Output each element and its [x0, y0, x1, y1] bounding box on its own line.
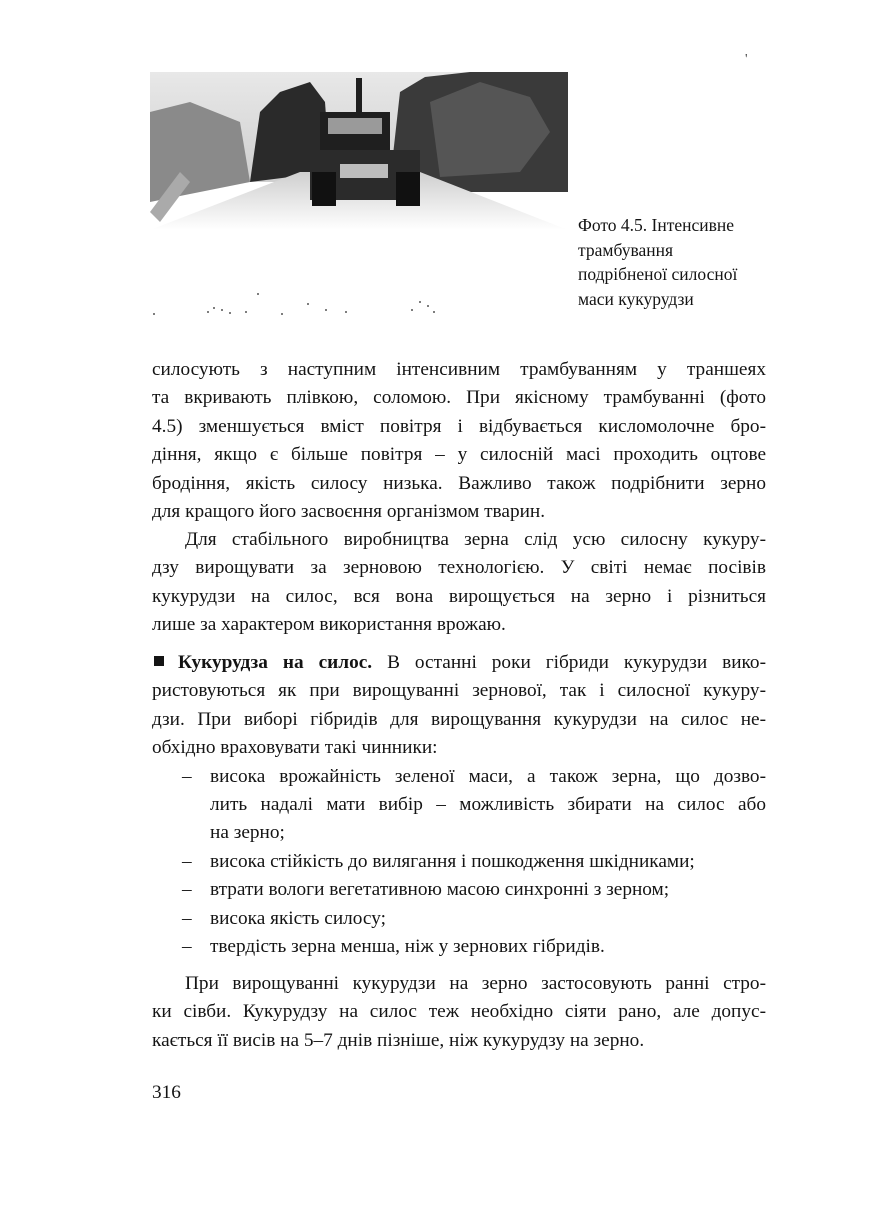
photo-tractor	[150, 72, 568, 230]
text-line: обхідно враховувати такі чинники:	[152, 737, 438, 759]
text-fragment: В останні роки гібриди кукурудзи вико-	[372, 652, 766, 673]
text-line: дзу вирощувати за зерновою технологією. У світі немає посівів	[152, 557, 766, 579]
list-item-text: твердість зерна менша, ніж у зернових гібридів.	[210, 936, 605, 958]
list-item	[152, 905, 766, 933]
text-line: лише за характером використання врожаю.	[152, 614, 506, 636]
list-item	[152, 876, 766, 904]
text-line: силосують з наступним інтенсивним трамбуванням у траншеях	[152, 359, 766, 380]
text-line: бродіння, якість силосу низька. Важливо також подрібнити зерно	[152, 472, 766, 494]
list-item	[152, 848, 766, 876]
dash-icon: –	[182, 765, 192, 787]
page-number: 316	[152, 1082, 181, 1103]
section-first-line	[152, 649, 766, 677]
photo-tractor-image	[150, 72, 568, 230]
text-line: та вкривають плівкою, соломою. При якісному трамбуванні (фото	[152, 387, 766, 409]
paragraph-3	[152, 970, 766, 1055]
text-line: ристовуються як при вирощуванні зернової, так і силосної кукуру-	[152, 680, 766, 702]
section-heading: Кукурудза на силос.	[178, 652, 373, 673]
list-item-continuation: на зерно;	[210, 822, 285, 844]
list-item-text: висока врожайність зеленої маси, а також зерна, що дозво-	[210, 765, 766, 787]
caption-line: подрібненої силосної	[578, 264, 738, 284]
dash-icon: –	[182, 879, 192, 901]
text-line: При вирощуванні кукурудзи на зерно застосовують ранні стро-	[185, 973, 766, 994]
caption-line: маси кукурудзи	[578, 288, 694, 309]
text-line: для кращого його засвоєння організмом тварин.	[152, 501, 546, 523]
list-item	[152, 763, 766, 791]
list-item-text: висока стійкість до вилягання і пошкодження шкідниками;	[210, 850, 695, 872]
text-line: дзи. При виборі гібридів для вирощування кукурудзи на силос не-	[152, 708, 766, 730]
dash-icon: –	[182, 936, 192, 958]
text-line: кається її висів на 5–7 днів пізніше, ніж кукурудзу на зерно.	[152, 1029, 645, 1051]
list-item-text: висока якість силосу;	[210, 907, 386, 929]
list-item	[152, 933, 766, 961]
text-line: Для стабільного виробництва зерна слід усю силосну кукуру-	[185, 529, 766, 550]
photo-caption	[578, 213, 778, 311]
text-line: ки сівби. Кукурудзу на силос теж необхідно сіяти рано, але допус-	[152, 1001, 766, 1023]
text-line: діння, якщо є більше повітря – у силосній масі проходить оцтове	[152, 444, 766, 466]
paragraph-2	[152, 526, 766, 640]
section-corn-silage	[152, 649, 766, 961]
dash-icon: –	[182, 907, 192, 929]
caption-line: Фото 4.5. Інтенсивне	[578, 215, 735, 235]
caption-line: трамбування	[578, 239, 674, 260]
dash-icon: –	[182, 850, 192, 872]
square-bullet-icon	[154, 656, 164, 666]
list-item-text: втрати вологи вегетативною масою синхронні з зерном;	[210, 879, 670, 901]
paragraph-1	[152, 356, 766, 526]
text-line: 4.5) зменшується вміст повітря і відбувається кисломолочне бро-	[152, 415, 766, 437]
stray-mark: '	[745, 52, 748, 67]
scan-noise	[150, 282, 440, 322]
text-line: кукурудзи на силос, вся вона вирощується на зерно і різниться	[152, 585, 766, 607]
list-item-continuation: лить надалі мати вибір – можливість збирати на силос або	[210, 794, 766, 816]
